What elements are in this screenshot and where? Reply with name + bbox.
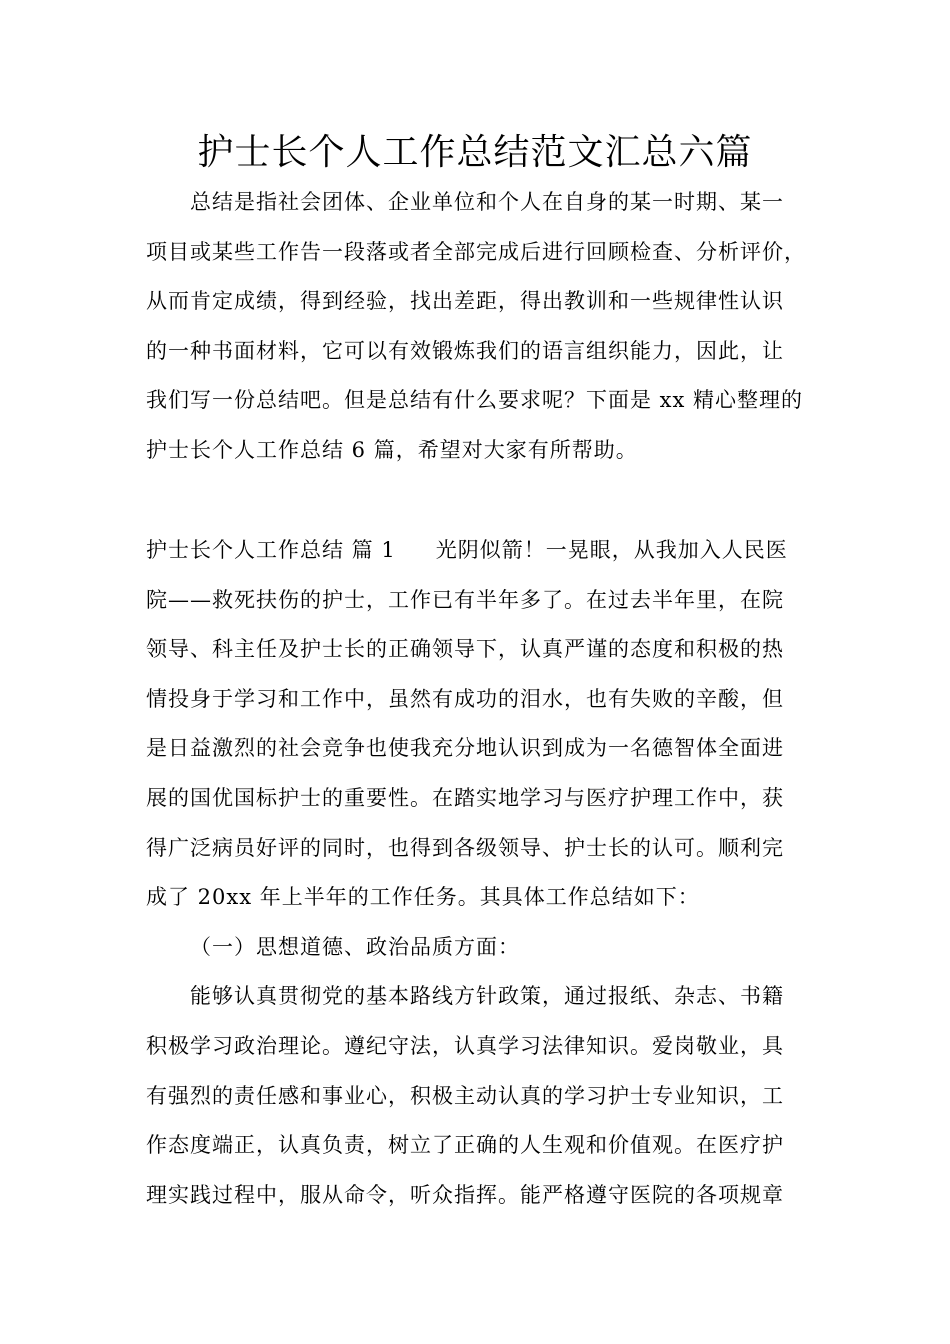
para2-line: 作态度端正，认真负责，树立了正确的人生观和价值观。在医疗护: [146, 1133, 784, 1158]
intro-line: 从而肯定成绩，得到经验，找出差距，得出教训和一些规律性认识: [146, 289, 784, 314]
section-line: 成了 20xx 年上半年的工作任务。其具体工作总结如下：: [146, 885, 700, 910]
document-title: 护士长个人工作总结范文汇总六篇: [197, 132, 753, 173]
intro-paragraph: [146, 178, 826, 476]
para2-line: 理实践过程中，服从命令，听众指挥。能严格遵守医院的各项规章: [146, 1182, 784, 1207]
section-line: 领导、科主任及护士长的正确领导下，认真严谨的态度和积极的热: [146, 637, 784, 662]
intro-line: 总结是指社会团体、企业单位和个人在自身的某一时期、某一: [190, 190, 784, 214]
intro-line: 的一种书面材料，它可以有效锻炼我们的语言组织能力，因此，让: [146, 338, 784, 363]
intro-line: 我们写一份总结吧。但是总结有什么要求呢？下面是 xx 精心整理的: [146, 388, 804, 413]
section-line: 情投身于学习和工作中，虽然有成功的泪水，也有失败的辛酸，但: [146, 686, 784, 711]
section-line: 得广泛病员好评的同时，也得到各级领导、护士长的认可。顺利完: [146, 835, 784, 860]
intro-line: 护士长个人工作总结 6 篇，希望对大家有所帮助。: [146, 437, 638, 462]
para2-line: 能够认真贯彻党的基本路线方针政策，通过报纸、杂志、书籍: [190, 984, 784, 1009]
para2-line: 有强烈的责任感和事业心，积极主动认真的学习护士专业知识，工: [146, 1083, 784, 1108]
para2-line: 积极学习政治理论。遵纪守法，认真学习法律知识。爱岗敬业，具: [146, 1033, 784, 1058]
section-first-line: [146, 526, 826, 576]
section-line: 院——救死扶伤的护士，工作已有半年多了。在过去半年里，在院: [146, 587, 784, 612]
section-line: 展的国优国标护士的重要性。在踏实地学习与医疗护理工作中，获: [146, 785, 784, 810]
section-heading: 护士长个人工作总结 篇 1: [146, 538, 396, 562]
intro-line: 项目或某些工作告一段落或者全部完成后进行回顾检查、分析评价，: [146, 239, 806, 264]
section-first-text: 光阴似箭！一晃眼，从我加入人民医: [435, 538, 788, 562]
section-1-paragraph: [146, 526, 826, 1220]
subheading: （一）思想道德、政治品质方面：: [190, 934, 520, 959]
section-line: 是日益激烈的社会竞争也使我充分地认识到成为一名德智体全面进: [146, 736, 784, 761]
